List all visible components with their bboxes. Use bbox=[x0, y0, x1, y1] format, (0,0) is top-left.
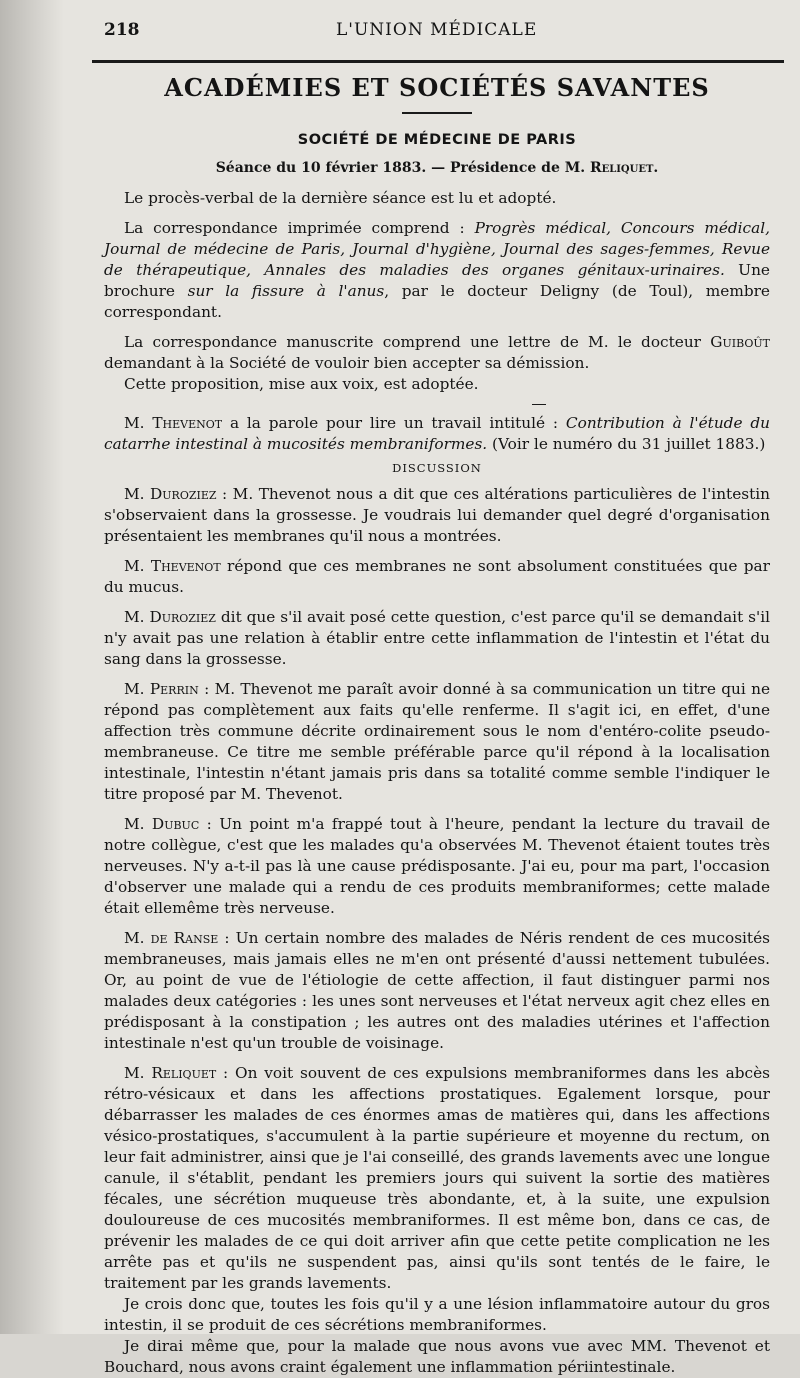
speech-text: dit que s'il avait posé cette question, c'est parce qu'il se demandait s'il n'y avait pas une relation à établir entre cette inflammation de l'intestin et l'état du sang dans la grossesse. bbox=[104, 608, 770, 668]
manuscript-correspondence-paragraph bbox=[104, 332, 770, 374]
discussion-paragraph bbox=[104, 607, 770, 670]
running-head bbox=[104, 20, 770, 56]
session-president: Reliquet. bbox=[589, 160, 659, 176]
manuscript-name: Guiboût bbox=[710, 333, 770, 351]
brochure-title: sur la fissure à l'anus bbox=[187, 282, 385, 300]
session-date: Séance du 10 février 1883. — Présidence de M. bbox=[215, 160, 590, 176]
speaker-name: M. Dubuc bbox=[124, 815, 200, 833]
page-number: 218 bbox=[104, 20, 140, 40]
title-rule bbox=[402, 112, 472, 114]
speaker-name: M. Reliquet bbox=[124, 1064, 217, 1082]
brochure-post: , par le docteur Deligny (de Toul), membre correspondant. bbox=[104, 282, 770, 321]
speaker-name: M. de Ranse bbox=[124, 929, 219, 947]
reading-text-post: (Voir le numéro du 31 juillet 1883.) bbox=[487, 435, 766, 453]
header-rule bbox=[92, 60, 784, 63]
brochure-pre: Une brochure bbox=[104, 261, 770, 300]
speaker-name: M. Perrin bbox=[124, 680, 199, 698]
society-heading: SOCIÉTÉ DE MÉDECINE DE PARIS bbox=[297, 132, 577, 148]
session-line bbox=[104, 160, 770, 176]
reading-title: Contribution à l'étude du catarrhe intestinal à mucosités membraniformes. bbox=[104, 414, 770, 453]
journal-title: L'UNION MÉDICALE bbox=[336, 20, 538, 40]
correspondence-intro: La correspondance imprimée comprend : bbox=[124, 219, 475, 237]
speech-text: : Un certain nombre des malades de Néris rendent de ces mucosités membraneuses, mais jamais elles ne m'en ont présenté d'aussi nettement tubulées. Or, au point de vue de l'étiologie de cette affection, il faut distinguer parmi nos malades deux catégories : les unes sont nerveuses et l'état nerveux agit chez elles en prédisposant à la constipation ; les autres ont des maladies utérines et l'affection intestinale n'est qu'un trouble de voisinage. bbox=[104, 929, 770, 1052]
discussion-paragraph bbox=[104, 679, 770, 805]
reading-speaker: M. Thevenot bbox=[124, 414, 223, 432]
reading-paragraph bbox=[104, 413, 770, 455]
discussion-paragraph bbox=[104, 556, 770, 598]
continuation-paragraph: Je crois donc que, toutes les fois qu'il y a une lésion inflammatoire autour du gros intestin, il se produit de ces sécrétions membraniformes. bbox=[104, 1295, 770, 1334]
section-title: ACADÉMIES ET SOCIÉTÉS SAVANTES bbox=[164, 73, 710, 102]
speaker-name: M. Duroziez bbox=[124, 485, 217, 503]
speaker-name: M. Thevenot bbox=[124, 557, 221, 575]
speech-text: : M. Thevenot me paraît avoir donné à sa communication un titre qui ne répond pas complètement aux faits qu'elle renferme. Il s'agit ici, en effet, d'une affection très commune décrite ordinairement sous le nom d'entéro-colite pseudo-membraneuse. Ce titre me semble préférable parce qu'il répond à la localisation intestinale, l'intestin n'étant jamais pris dans sa totalité comme semble l'indiquer le titre proposé par M. Thevenot. bbox=[104, 680, 770, 803]
speech-text: : M. Thevenot nous a dit que ces altérations particulières de l'intestin s'observaient dans la grossesse. Je voudrais lui demander quel degré d'organisation présentaient les membranes qu'il nous a montrées. bbox=[104, 485, 770, 545]
manuscript-post: demandant à la Société de vouloir bien accepter sa démission. bbox=[104, 354, 590, 372]
discussion-paragraph bbox=[104, 484, 770, 547]
continuation-paragraph: Je dirai même que, pour la malade que nous avons vue avec MM. Thevenot et Bouchard, nous avons craint également une inflammation périintestinale. bbox=[104, 1337, 770, 1376]
speaker-name: M. Duroziez bbox=[124, 608, 216, 626]
separator-dash bbox=[532, 404, 546, 405]
discussion-paragraph bbox=[104, 814, 770, 919]
vote-paragraph: Cette proposition, mise aux voix, est adoptée. bbox=[124, 375, 479, 393]
journal-list: Progrès médical, Concours médical, Journal de médecine de Paris, Journal d'hygiène, Journal des sages-femmes, Revue de thérapeutique, Annales des maladies des organes génitaux-urinaires. bbox=[104, 219, 771, 279]
discussion-heading: DISCUSSION bbox=[392, 461, 482, 475]
speech-text: répond que ces membranes ne sont absolument constituées que par du mucus. bbox=[104, 557, 770, 596]
manuscript-pre: La correspondance manuscrite comprend une lettre de M. le docteur bbox=[124, 333, 711, 351]
discussion-paragraph bbox=[104, 1063, 770, 1294]
printed-correspondence-paragraph bbox=[104, 218, 770, 323]
minutes-paragraph: Le procès-verbal de la dernière séance est lu et adopté. bbox=[124, 189, 557, 207]
speech-text: : On voit souvent de ces expulsions membraniformes dans les abcès rétro-vésicaux et dans les affections prostatiques. Egalement lorsque, pour débarrasser les malades de ces énormes amas de matières qui, dans les affections vésico-prostatiques, s'accumulent à la partie supérieure et moyenne du rectum, on leur fait administrer, ainsi que je l'ai conseillé, des grands lavements avec une longue canule, il s'établit, pendant les premiers jours qui suivent la sortie des matières fécales, une sécrétion muqueuse très abondante, et, à la suite, une expulsion douloureuse de ces mucosités membraniformes. Il est même bon, dans ce cas, de prévenir les malades de ce qui doit arriver afin que cette petite complication ne les arrête pas et qu'ils ne suspendent pas, ainsi qu'ils sont tentés de le faire, le traitement par les grands lavements. bbox=[104, 1064, 770, 1292]
reading-text-pre: a la parole pour lire un travail intitulé : bbox=[222, 414, 566, 432]
discussion-paragraph bbox=[104, 928, 770, 1054]
speech-text: : Un point m'a frappé tout à l'heure, pendant la lecture du travail de notre collègue, c'est que les malades qu'a observées M. Thevenot étaient toutes très nerveuses. N'y a-t-il pas là une cause prédisposante. J'ai eu, pour ma part, l'occasion d'observer une malade qui a rendu de ces produits membraniformes; cette malade était ellemême très nerveuse. bbox=[104, 815, 770, 917]
page-gutter-shadow bbox=[0, 0, 64, 1334]
